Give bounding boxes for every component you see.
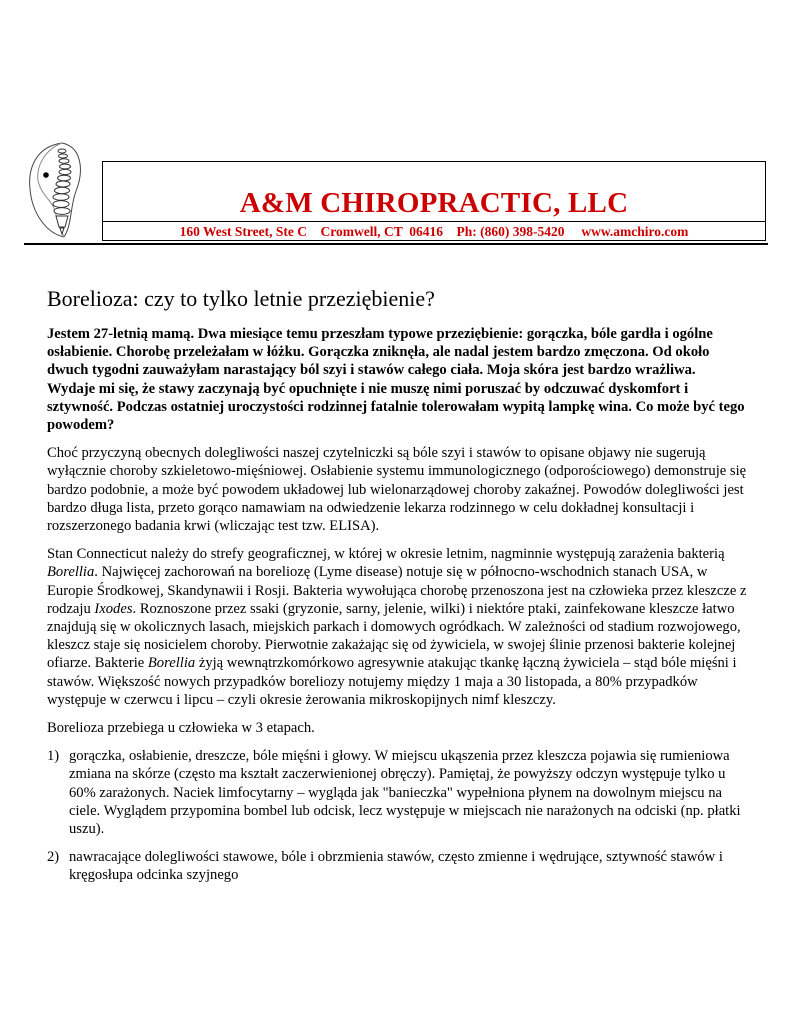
- list-item: [47, 747, 747, 838]
- list-item-number: 1): [47, 748, 60, 765]
- paragraph-1: Choć przyczyną obecnych dolegliwości naszej czytelniczki są bóle szyi i stawów to opisane objawy nie sugerują wyłącznie choroby szkieletowo-mięśniowej. Osłabienie systemu immunologicznego (odporościowego) demonstruje się bardzo podobnie, a może być powodem układowej lub wielonarządowej choroby zakaźnej. Powodów dolegliwości jest bardzo długa lista, przeto gorąco namawiam na odwiedzenie lekarza rodzinnego w celu dokładnej konsultacji i rozszerzonego badania krwi (wliczając test tzw. ELISA).: [47, 445, 747, 535]
- paragraph-3: Borelioza przebiega u człowieka w 3 etapach.: [47, 720, 315, 737]
- list-item-text: gorączka, osłabienie, dreszcze, bóle mięśni i głowy. W miejscu ukąszenia przez kleszcza pojawia się rumieniowa zmiana na skórze (często ma kształt zaczerwienionej obręczy). Pamiętaj, że powyższy odczyn występuje tylko u 60% zarażonych. Naciek limfocytarny – wygląda jak "banieczka" wypełniona płynem na dowolnym miejscu na ciele. Wyglądem przypomina bombel lub odcisk, lecz występuje w miejscach nie narażonych na odciski (np. płatki uszu).: [69, 748, 741, 838]
- reader-question: Jestem 27-letnią mamą. Dwa miesiące temu przeszłam typowe przeziębienie: gorączka, bóle gardła i ogólne osłabienie. Chorobę przeleżałam w łóżku. Gorączka zniknęła, ale nadal jestem bardzo zmęczona. Od około dwuch tygodni zauważyłam narastający ból szyi i stawów całego ciała. Moja skóra jest bardzo wrażliwa. Wydaje mi się, że stawy zaczynają być opuchnięte i nie muszę nimi poruszać by odczuwać dyskomfort i sztywność. Podczas ostatniej uroczystości rodzinnej fatalnie tolerowałam wypitą lampkę wina. Co może być tego powodem?: [47, 326, 745, 434]
- article-title: Borelioza: czy to tylko letnie przeziębienie?: [47, 286, 435, 311]
- article-body: [47, 325, 747, 895]
- letterhead-divider: [102, 221, 766, 222]
- list-item-text: nawracające dolegliwości stawowe, bóle i obrzmienia stawów, często zmienne i wędrujące, sztywność stawów i kręgosłupa odcinka szyjnego: [69, 849, 723, 884]
- contact-line: 160 West Street, Ste C Cromwell, CT 06416 Ph: (860) 398-5420 www.amchiro.com: [179, 224, 689, 239]
- company-name: A&M CHIROPRACTIC, LLC: [239, 187, 629, 219]
- spine-logo-icon: [24, 141, 102, 239]
- list-item: [47, 848, 747, 884]
- stages-list: [47, 747, 747, 884]
- list-item-number: 2): [47, 849, 60, 866]
- letterhead-rule: [24, 243, 768, 245]
- paragraph-2: Stan Connecticut należy do strefy geograficznej, w której w okresie letnim, nagminnie występują zarażenia bakterią Borellia. Najwięcej zachorowań na boreliozę (Lyme disease) notuje się w północno-wschodnich stanach USA, w Europie Środkowej, Skandynawii i Rosji. Bakteria wywołująca chorobę przenoszona jest na człowieka przez kleszcze z rodzaju Ixodes. Roznoszone przez ssaki (gryzonie, sarny, jelenie, wilki) i niektóre ptaki, zainfekowane kleszcze łatwo znajdują się w okolicznych lasach, miejskich parkach i domowych ogródkach. W zależności od stadium rozwojowego, kleszcz staje się nosicielem choroby. Pierwotnie zakażając się od żywiciela, w swojej ślinie przenosi bakterie kolejnej ofiarze. Bakterie Borellia żyją wewnątrzkomórkowo agresywnie atakując tkankę łączną żywiciela – stąd bóle mięśni i stawów. Większość nowych przypadków boreliozy notujemy między 1 maja a 30 listopada, a 80% przypadków występuje w czerwcu i lipcu – czyli okresie żerowania mikroskopijnych nimf kleszczy.: [47, 546, 747, 708]
